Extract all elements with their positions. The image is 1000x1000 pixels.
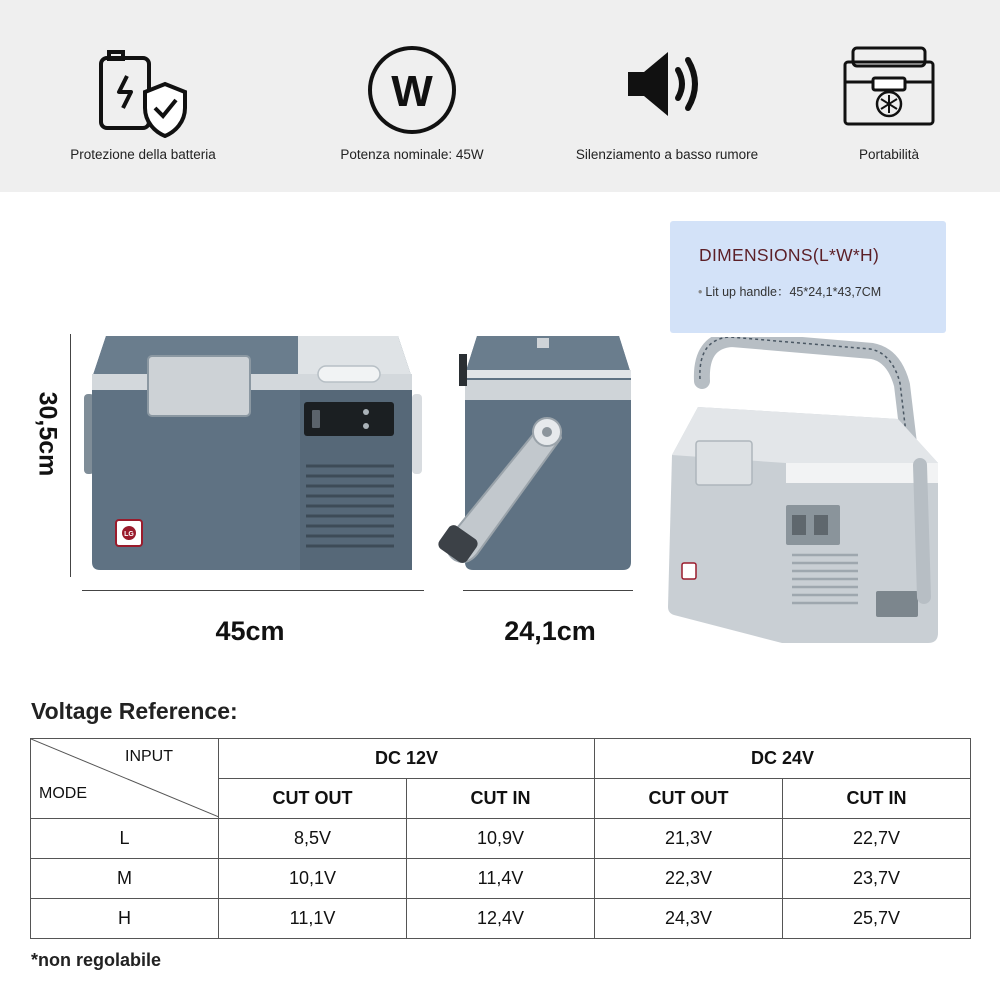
- voltage-table: [30, 738, 971, 939]
- feature-portable: [764, 0, 1000, 192]
- subheader-cell: CUT IN: [783, 779, 971, 819]
- dimensions-card: [670, 221, 946, 333]
- feature-label: Potenza nominale: 45W: [340, 147, 484, 162]
- bullet-icon: •: [698, 285, 703, 299]
- mode-cell: H: [31, 899, 219, 939]
- value-cell: 23,7V: [783, 859, 971, 899]
- mode-input-header: [31, 739, 219, 819]
- mode-cell: M: [31, 859, 219, 899]
- value-cell: 22,7V: [783, 819, 971, 859]
- table-row: [31, 859, 971, 899]
- dimensions-title: DIMENSIONS(L*W*H): [699, 245, 880, 265]
- lg-badge: [116, 520, 142, 546]
- value-cell: 11,4V: [407, 859, 595, 899]
- group-header-dc24: DC 24V: [595, 739, 971, 779]
- value-cell: 24,3V: [595, 899, 783, 939]
- feature-power: [287, 0, 537, 192]
- feature-label: Protezione della batteria: [70, 147, 216, 162]
- length-label: 45cm: [215, 616, 285, 646]
- speaker-icon: [622, 44, 712, 124]
- input-label: INPUT: [125, 748, 173, 765]
- watt-glyph: W: [391, 67, 433, 116]
- value-cell: 22,3V: [595, 859, 783, 899]
- watt-icon: [366, 44, 458, 136]
- subheader-cell: CUT IN: [407, 779, 595, 819]
- height-label: 30,5cm: [33, 391, 62, 477]
- subheader-cell: CUT OUT: [595, 779, 783, 819]
- feature-label: Silenziamento a basso rumore: [575, 147, 759, 162]
- cooler-side-view: [437, 334, 637, 574]
- subheader-cell: CUT OUT: [219, 779, 407, 819]
- width-measure-line: [463, 590, 633, 591]
- cooler-three-quarter-view: [662, 337, 942, 657]
- cooler-front-view: [82, 334, 424, 574]
- portable-cooler-icon: [839, 44, 939, 130]
- battery-shield-icon: [95, 44, 191, 138]
- group-header-dc12: DC 12V: [219, 739, 595, 779]
- product-dimensions: [0, 192, 1000, 668]
- voltage-title: Voltage Reference:: [31, 698, 238, 724]
- mode-cell: L: [31, 819, 219, 859]
- voltage-note: *non regolabile: [31, 950, 162, 970]
- voltage-reference-section: [0, 668, 1000, 1000]
- value-cell: 8,5V: [219, 819, 407, 859]
- value-cell: 12,4V: [407, 899, 595, 939]
- feature-battery: [18, 0, 268, 192]
- value-cell: 10,9V: [407, 819, 595, 859]
- height-measure-line: [70, 334, 71, 577]
- dimensions-item-text: Lit up handle：45*24,1*43,7CM: [705, 285, 882, 299]
- value-cell: 21,3V: [595, 819, 783, 859]
- length-measure-line: [82, 590, 424, 591]
- features-strip: [0, 0, 1000, 192]
- mode-label: MODE: [39, 785, 87, 802]
- table-row: [31, 819, 971, 859]
- lg-badge-text: LG: [124, 531, 134, 538]
- value-cell: 11,1V: [219, 899, 407, 939]
- feature-label: Portabilità: [858, 147, 920, 162]
- table-row: [31, 899, 971, 939]
- value-cell: 25,7V: [783, 899, 971, 939]
- dimensions-item: [698, 282, 881, 300]
- width-label: 24,1cm: [504, 616, 596, 646]
- value-cell: 10,1V: [219, 859, 407, 899]
- feature-noise: [542, 0, 792, 192]
